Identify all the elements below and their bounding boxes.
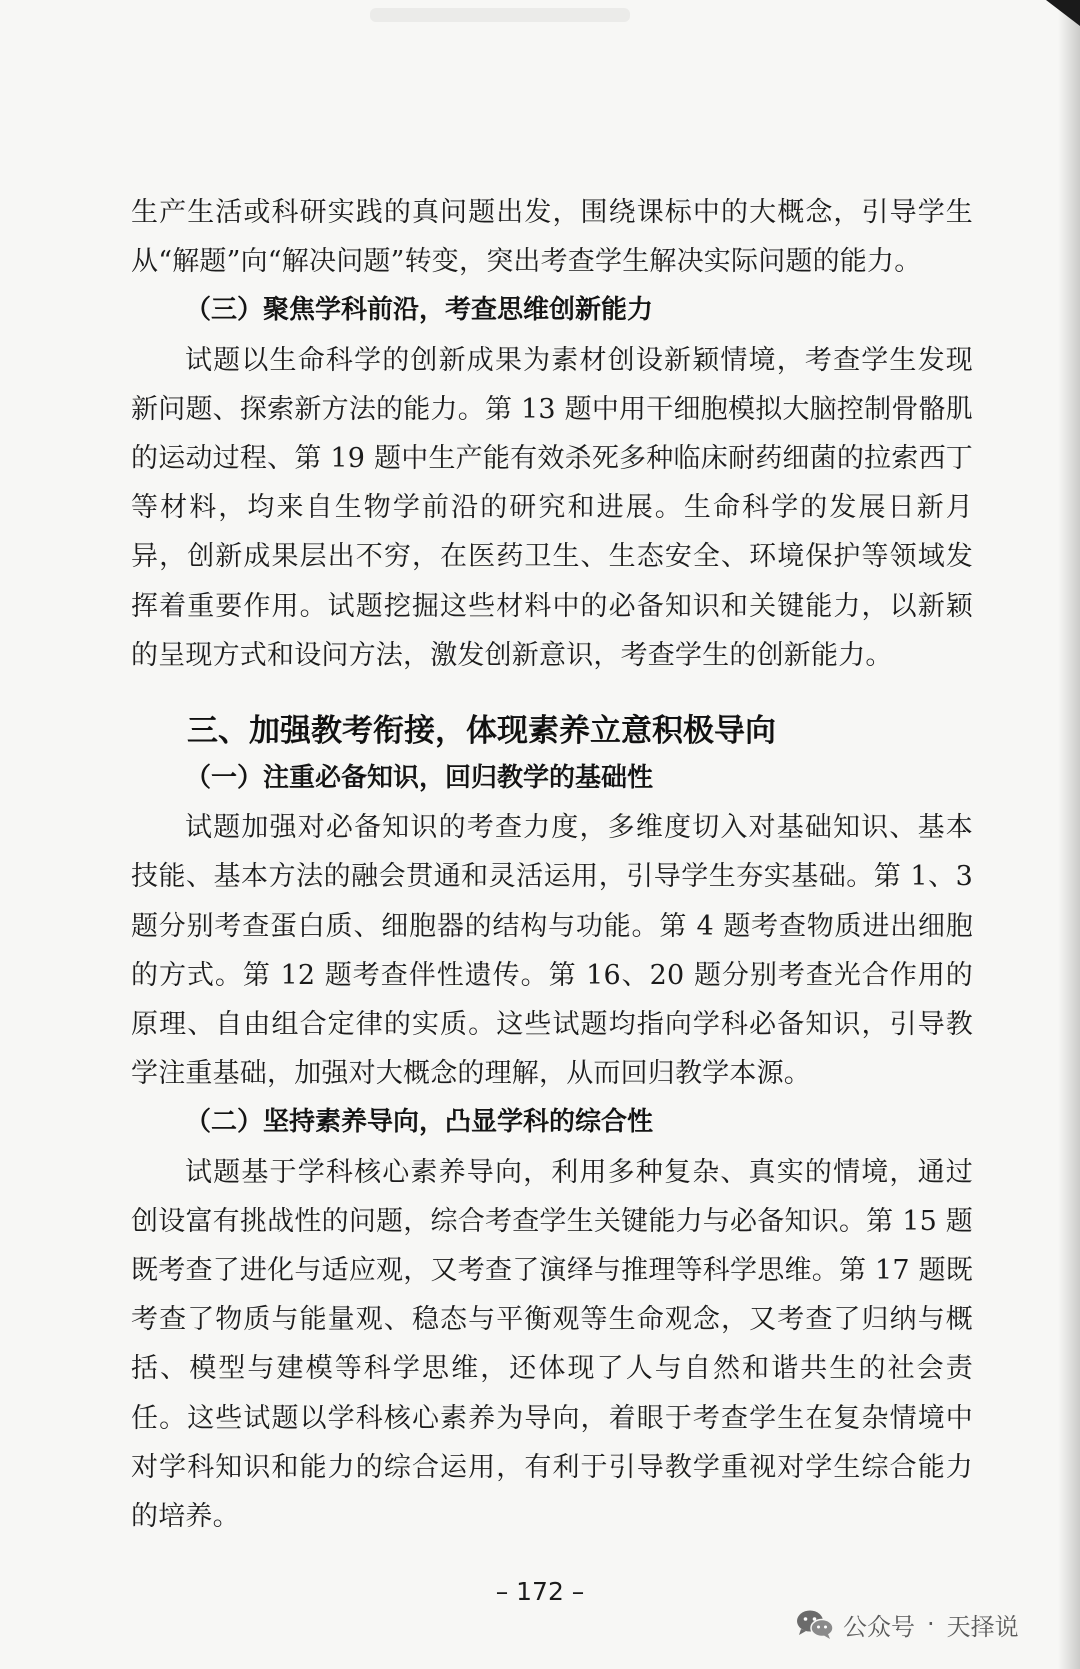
page-edge-shadow <box>1058 0 1080 1669</box>
page-number: – 172 – <box>495 1577 585 1606</box>
section-heading-3: 三、加强教考衔接，体现素养立意积极导向 <box>187 713 776 750</box>
wechat-icon <box>795 1608 835 1640</box>
watermark-account: 天择说 <box>946 1612 1019 1641</box>
subheading-knowledge: （一）注重必备知识，回归教学的基础性 <box>185 763 654 794</box>
scan-smudge <box>370 8 630 22</box>
paragraph-frontier: 试题以生命科学的创新成果为素材创设新颖情境，考查学生发现新问题、探索新方法的能力。第 13 题中用干细胞模拟大脑控制骨骼肌的运动过程、第 19 题中生产能有效杀死多种临床耐药细菌的拉索西丁等材料，均来自生物学前沿的研究和进展。生命科学的发展日新月异，创新成果层出不穷，在医药卫生、生态安全、环境保护等领域发挥着重要作用。试题挖掘这些材料中的必备知识和关键能力，以新颖的呈现方式和设问方法，激发创新意识，考查学生的创新能力。 <box>131 344 973 671</box>
subheading-literacy: （二）坚持素养导向，凸显学科的综合性 <box>185 1107 654 1138</box>
watermark-separator: · <box>927 1610 935 1638</box>
paragraph-knowledge: 试题加强对必备知识的考查力度，多维度切入对基础知识、基本技能、基本方法的融会贯通和灵活运用，引导学生夯实基础。第 1、3 题分别考查蛋白质、细胞器的结构与功能。第 4 题考查物质进出细胞的方式。第 12 题考查伴性遗传。第 16、20 题分别考查光合作用的原理、自由组合定律的实质。这些试题均指向学科必备知识，引导教学注重基础，加强对大概念的理解，从而回归教学本源。 <box>131 812 973 1090</box>
page-content <box>131 188 973 1541</box>
paragraph-literacy: 试题基于学科核心素养导向，利用多种复杂、真实的情境，通过创设富有挑战性的问题，综合考查学生关键能力与必备知识。第 15 题既考查了进化与适应观，又考查了演绎与推理等科学思维。第 17 题既考查了物质与能量观、稳态与平衡观等生命观念，又考查了归纳与概括、模型与建模等科学思维，还体现了人与自然和谐共生的社会责任。这些试题以学科核心素养为导向，着眼于考查学生在复杂情境中对学科知识和能力的综合运用，有利于引导教学重视对学生综合能力的培养。 <box>131 1156 973 1533</box>
paragraph-continued: 生产生活或科研实践的真问题出发，围绕课标中的大概念，引导学生从“解题”向“解决问题”转变，突出考查学生解决实际问题的能力。 <box>131 197 973 278</box>
watermark <box>795 1600 1019 1648</box>
subheading-frontier: （三）聚焦学科前沿，考查思维创新能力 <box>185 295 654 326</box>
watermark-label: 公众号 <box>843 1612 915 1641</box>
